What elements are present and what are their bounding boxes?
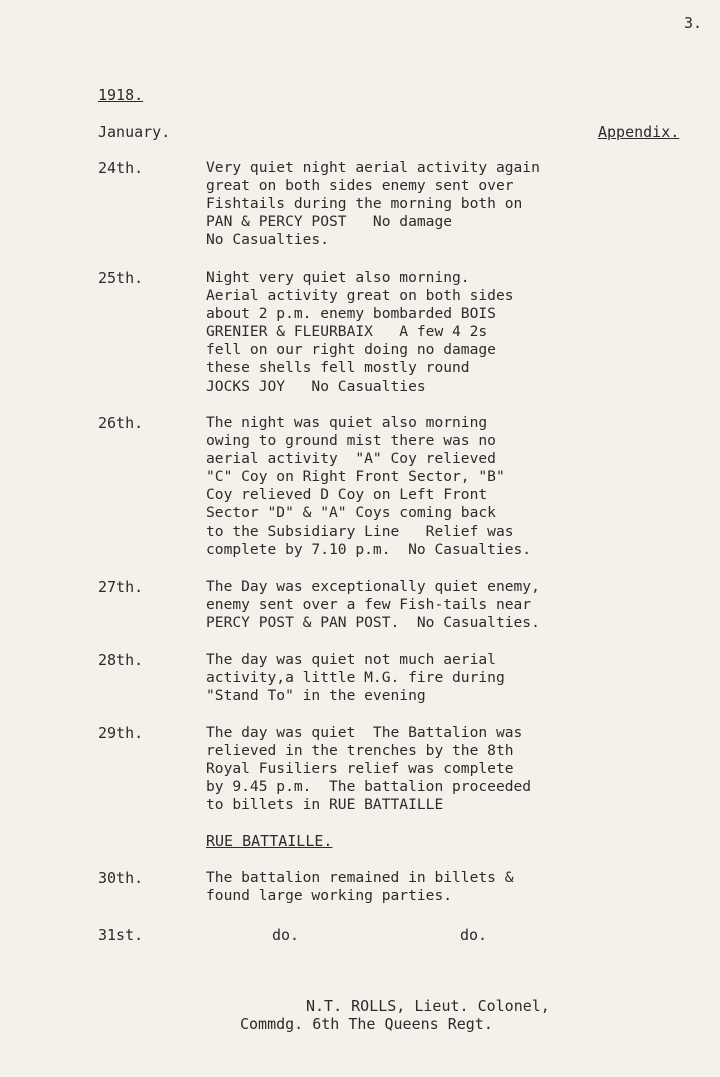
entry-date: 27th. <box>98 578 144 596</box>
entry-text: The day was quiet The Battalion was relieved in the trenches by the 8th Royal Fusiliers relief was complete by 9.45 p.m. The battalion proceeded to billets in RUE BATTAILLE <box>206 724 532 814</box>
entry-date: 29th. <box>98 724 144 742</box>
year-heading: 1918. <box>98 86 144 104</box>
entry-text: Very quiet night aerial activity again great on both sides enemy sent over Fishtails during the morning both on PAN & PERCY POST No damage No Casualties. <box>206 159 540 249</box>
entry-text: The Day was exceptionally quiet enemy, enemy sent over a few Fish-tails near PERCY POST & PAN POST. No Casualties. <box>206 578 540 632</box>
entry-text: The night was quiet also morning owing to ground mist there was no aerial activity "A" Coy relieved "C" Coy on Right Front Sector, "B" Coy relieved D Coy on Left Front Sector "D" & "A" Coys coming back to the Subsidiary Line Relief was complete by 7.10 p.m. No Casualties. <box>206 414 532 558</box>
ditto-mark: do. <box>272 926 300 944</box>
entry-date: 30th. <box>98 869 144 887</box>
entry-date: 26th. <box>98 414 144 432</box>
entry-text: Night very quiet also morning. Aerial activity great on both sides about 2 p.m. enemy bombarded BOIS GRENIER & FLEURBAIX A few 4 2s fell on our right doing no damage these shells fell mostly round JOCKS JOY No Casualties <box>206 269 514 395</box>
entry-date: 25th. <box>98 269 144 287</box>
entry-date: 24th. <box>98 159 144 177</box>
appendix-heading: Appendix. <box>598 123 680 141</box>
month-heading: January. <box>98 123 171 141</box>
entry-text: The day was quiet not much aerial activity,a little M.G. fire during "Stand To" in the evening <box>206 651 505 705</box>
signature-name: N.T. ROLLS, Lieut. Colonel, <box>306 997 550 1015</box>
signature-title: Commdg. 6th The Queens Regt. <box>240 1015 493 1033</box>
entry-date: 31st. <box>98 926 144 944</box>
entry-text: The battalion remained in billets & found large working parties. <box>206 869 514 905</box>
entry-date: 28th. <box>98 651 144 669</box>
ditto-mark: do. <box>460 926 488 944</box>
page-number: 3. <box>684 14 703 32</box>
location-heading: RUE BATTAILLE. <box>206 832 333 850</box>
